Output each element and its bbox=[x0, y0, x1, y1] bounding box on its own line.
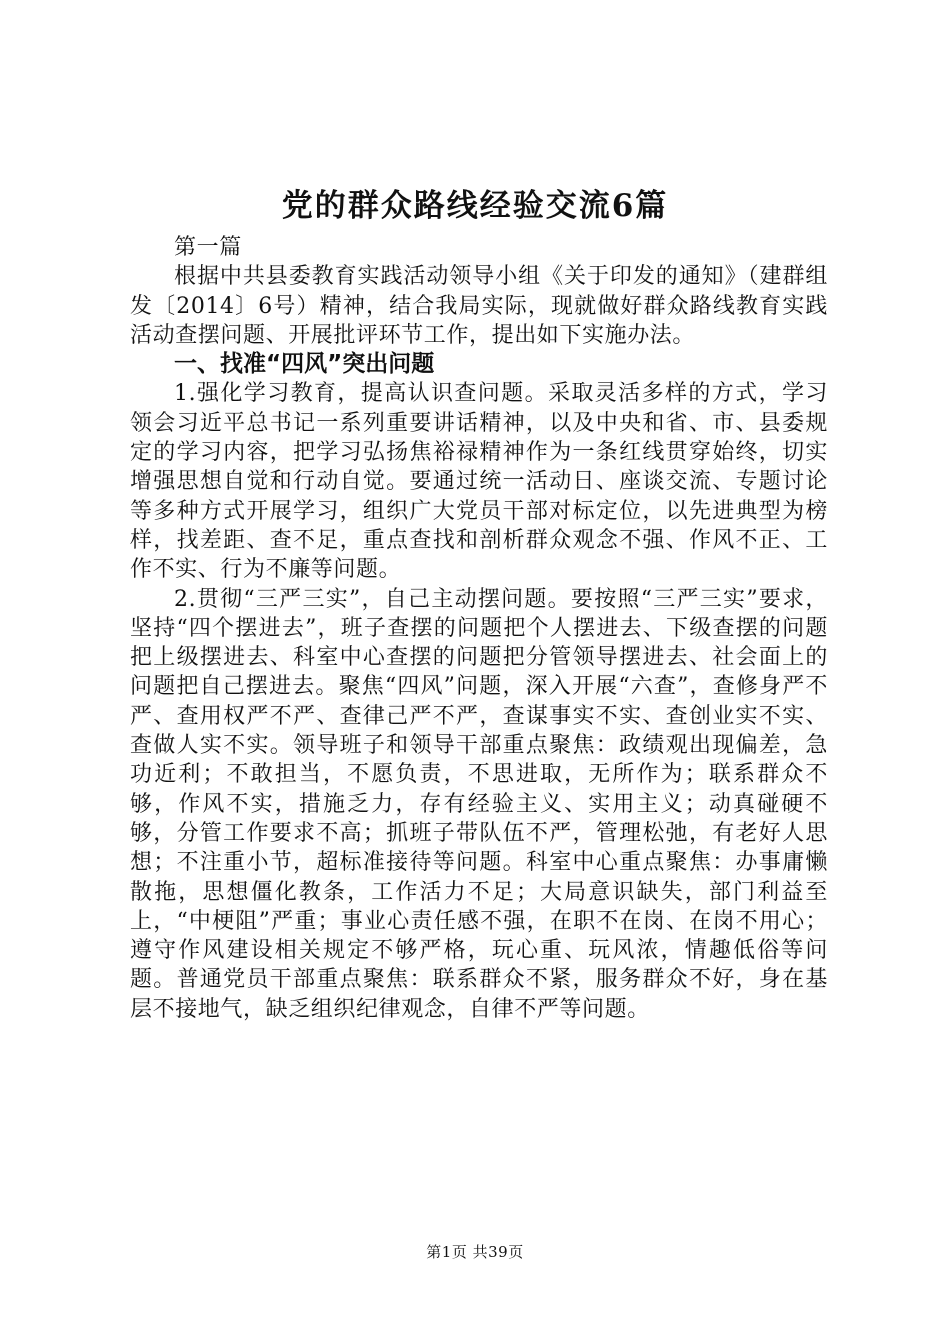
section-heading: 一、找准“四风”突出问题 bbox=[174, 351, 435, 378]
body-paragraph-1: 1.强化学习教育，提高认识查问题。采取灵活多样的方式，学习领会习近平总书记一系列重要讲话精神，以及中央和省、市、县委规定的学习内容，把学习弘扬焦裕禄精神作为一条红线贯穿始终，切实增强思想自觉和行动自觉。要通过统一活动日、座谈交流、专题讨论等多种方式开展学习，组织广大党员干部对标定位，以先进典型为榜样，找差距、查不足，重点查找和剖析群众观念不强、作风不正、工作不实、行为不廉等问题。 bbox=[130, 381, 828, 583]
page-footer: 第1页 共39页 bbox=[426, 1243, 524, 1261]
intro-paragraph: 根据中共县委教育实践活动领导小组《关于印发的通知》（建群组发〔2014〕6号）精神，结合我局实际，现就做好群众路线教育实践活动查摆问题、开展批评环节工作，提出如下实施办法。 bbox=[130, 264, 828, 348]
document-title: 党的群众路线经验交流6篇 bbox=[281, 188, 669, 224]
document-body bbox=[130, 233, 828, 1024]
body-paragraph-2: 2.贯彻“三严三实”，自己主动摆问题。要按照“三严三实”要求，坚持“四个摆进去”，班子查摆的问题把个人摆进去、下级查摆的问题把上级摆进去、科室中心查摆的问题把分管领导摆进去、社会面上的问题把自己摆进去。聚焦“四风”问题，深入开展“六查”，查修身严不严、查用权严不严、查律己严不严，查谋事实不实、查创业实不实、查做人实不实。领导班子和领导干部重点聚焦：政绩观出现偏差，急功近利；不敢担当，不愿负责，不思进取，无所作为；联系群众不够，作风不实，措施乏力，存有经验主义、实用主义；动真碰硬不够，分管工作要求不高；抓班子带队伍不严，管理松弛，有老好人思想；不注重小节，超标准接待等问题。科室中心重点聚焦：办事庸懒散拖，思想僵化教条，工作活力不足；大局意识缺失，部门利益至上，“中梗阻”严重；事业心责任感不强，在职不在岗、在岗不用心；遵守作风建设相关规定不够严格，玩心重、玩风浓，情趣低俗等问题。普通党员干部重点聚焦：联系群众不紧，服务群众不好，身在基层不接地气，缺乏组织纪律观念，自律不严等问题。 bbox=[130, 586, 828, 1022]
section-label: 第一篇 bbox=[174, 235, 242, 260]
